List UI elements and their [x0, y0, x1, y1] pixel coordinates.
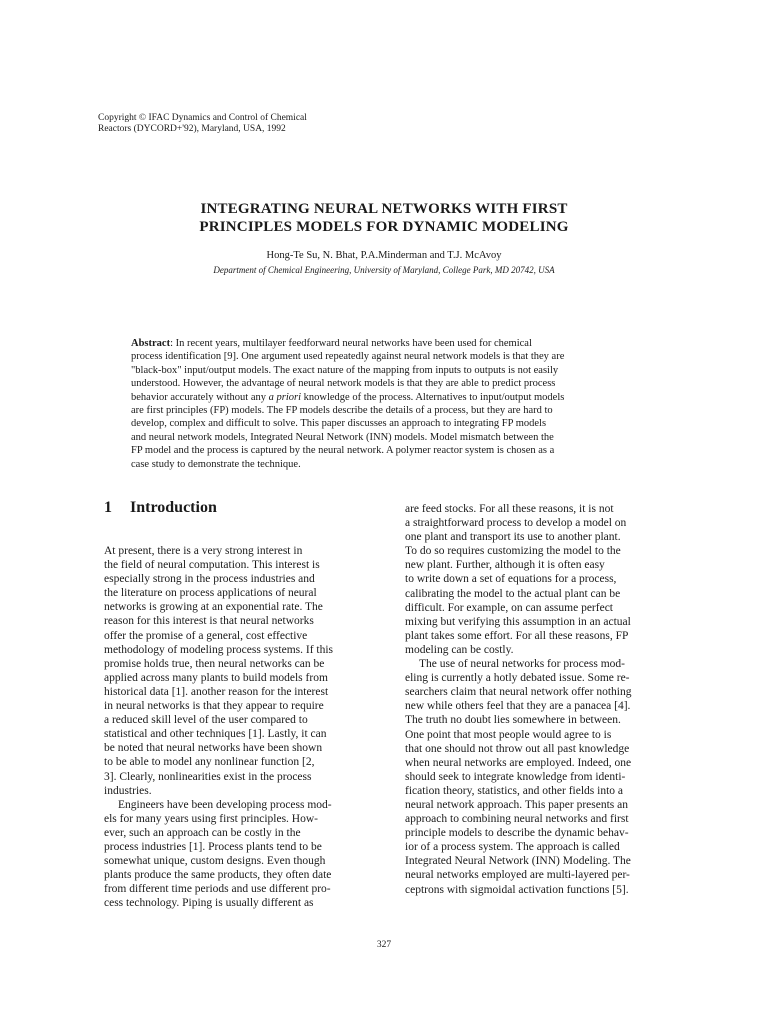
body-text-line: One point that most people would agree to is [405, 728, 612, 741]
body-text-line: somewhat unique, custom designs. Even though [104, 855, 326, 868]
abstract-line: case study to demonstrate the technique. [131, 458, 301, 470]
body-text-line: neural networks employed are multi-layered per- [405, 869, 630, 882]
body-text-line: Integrated Neural Network (INN) Modeling. The [405, 855, 631, 868]
body-text-line: the literature on process applications of neural [104, 587, 317, 600]
body-text-line: ever, such an approach can be costly in the [104, 826, 301, 839]
body-text-line: 3]. Clearly, nonlinearities exist in the process [104, 770, 312, 783]
abstract-line: and neural network models, Integrated Neural Network (INN) models. Model mismatch between the [131, 431, 554, 443]
affiliation: Department of Chemical Engineering, University of Maryland, College Park, MD 20742, USA [213, 265, 555, 275]
body-text-line: modeling can be costly. [405, 643, 514, 656]
body-text-line: reason for this interest is that neural networks [104, 615, 314, 628]
body-text-line: cess technology. Piping is usually different as [104, 897, 314, 910]
body-text-line: networks is growing at an exponential rate. The [104, 601, 323, 614]
abstract-line: are first principles (FP) models. The FP models describe the details of a process, but they are hard to [131, 405, 553, 417]
body-text-line: one plant and transport its use to another plant. [405, 531, 621, 544]
body-text-line: eling is currently a hotly debated issue. Some re- [405, 672, 630, 685]
section-heading [104, 498, 217, 518]
abstract-line: "black-box" input/output models. The exact nature of the mapping from inputs to outputs is not easily [131, 364, 559, 376]
copyright-line: Reactors (DYCORD+'92), Maryland, USA, 1992 [98, 123, 286, 134]
body-text-line: promise holds true, then neural networks can be [104, 657, 325, 670]
right-column [405, 502, 675, 897]
abstract-line: FP model and the process is captured by the neural network. A polymer reactor system is chosen as a [131, 445, 555, 457]
title-line: PRINCIPLES MODELS FOR DYNAMIC MODELING [199, 219, 569, 235]
body-text-line: To do so requires customizing the model to the [405, 545, 621, 558]
abstract-line: understood. However, the advantage of neural network models is that they are able to predict process [131, 378, 556, 390]
body-text-line: to write down a set of equations for a process, [405, 573, 617, 586]
page-number: 327 [376, 940, 392, 950]
body-text-line: The use of neural networks for process mod- [419, 658, 625, 671]
abstract-line: process identification [9]. One argument used repeatedly against neural network models is that they are [131, 351, 565, 363]
body-text-line: in neural networks is that they appear to require [104, 700, 324, 713]
abstract-line: develop, complex and difficult to solve. This paper discusses an approach to integrating FP models [131, 418, 547, 430]
authors: Hong-Te Su, N. Bhat, P.A.Minderman and T.J. McAvoy [266, 250, 502, 261]
body-text-line: plants produce the same products, they often date [104, 869, 332, 882]
body-text-line: ior of a process system. The approach is called [405, 841, 620, 854]
abstract [131, 337, 650, 471]
body-text-line: new plant. Further, although it is often easy [405, 559, 605, 572]
body-text-line: offer the promise of a general, cost effective [104, 629, 308, 642]
section-title: Introduction [130, 499, 217, 516]
body-text-line: from different time periods and use different pro- [104, 883, 331, 896]
body-text-line: ceptrons with sigmoidal activation functions [5]. [405, 883, 629, 896]
abstract-line: behavior accurately without any a priori knowledge of the process. Alternatives to input/output models [131, 391, 565, 403]
body-text-line: a reduced skill level of the user compared to [104, 714, 308, 727]
body-text-line: At present, there is a very strong interest in [104, 545, 303, 557]
body-text-line: methodology of modeling process systems. If this [104, 643, 334, 656]
body-text-line: neural network approach. This paper presents an [405, 798, 628, 811]
body-text-line: when neural networks are employed. Indeed, one [405, 756, 632, 769]
body-text-line: be noted that neural networks have been shown [104, 742, 323, 755]
title-line: INTEGRATING NEURAL NETWORKS WITH FIRST [200, 201, 568, 217]
body-text-line: new while others feel that they are a panacea [4]. [405, 700, 631, 713]
abstract-label: Abstract [131, 338, 171, 349]
paper-title [110, 200, 658, 236]
body-text-line: Engineers have been developing process mod- [118, 798, 332, 811]
body-text-line: that one should not throw out all past knowledge [405, 742, 630, 755]
body-text-line: statistical and other techniques [1]. Lastly, it can [104, 728, 327, 741]
body-text-line: should seek to integrate knowledge from identi- [405, 770, 626, 783]
body-text-line: plant takes some effort. For all these reasons, FP [405, 629, 629, 642]
a-priori-italic: a priori [268, 391, 302, 403]
body-text-line: fication theory, statistics, and other fields into a [405, 784, 624, 797]
copyright-notice [98, 113, 358, 134]
copyright-line: Copyright © IFAC Dynamics and Control of Chemical [98, 113, 307, 123]
body-text-line: the field of neural computation. This interest is [104, 559, 320, 572]
section-number: 1 [104, 499, 112, 516]
abstract-line: Abstract: In recent years, multilayer feedforward neural networks have been used for chemical [131, 338, 532, 349]
body-text-line: industries. [104, 784, 152, 797]
body-text-line: The truth no doubt lies somewhere in between. [405, 714, 621, 727]
body-text-line: els for many years using first principles. How- [104, 812, 318, 825]
body-text-line: searchers claim that neural network offer nothing [405, 686, 632, 699]
body-text-line: especially strong in the process industries and [104, 573, 315, 586]
left-column [104, 544, 376, 910]
body-text-line: process industries [1]. Process plants tend to be [104, 840, 322, 853]
body-text-line: are feed stocks. For all these reasons, it is not [405, 503, 614, 515]
body-text-line: principle models to describe the dynamic behav- [405, 827, 629, 840]
body-text-line: a straightforward process to develop a model on [405, 517, 627, 530]
body-text-line: historical data [1]. another reason for the interest [104, 685, 329, 698]
body-text-line: to be able to model any nonlinear function [2, [104, 756, 315, 769]
body-text-line: approach to combining neural networks and first [405, 813, 629, 826]
body-text-line: calibrating the model to the actual plant can be [405, 587, 621, 600]
body-text-line: applied across many plants to build models from [104, 671, 328, 684]
body-text-line: mixing but verifying this assumption in an actual [405, 615, 631, 628]
body-text-line: difficult. For example, on can assume perfect [405, 601, 613, 614]
